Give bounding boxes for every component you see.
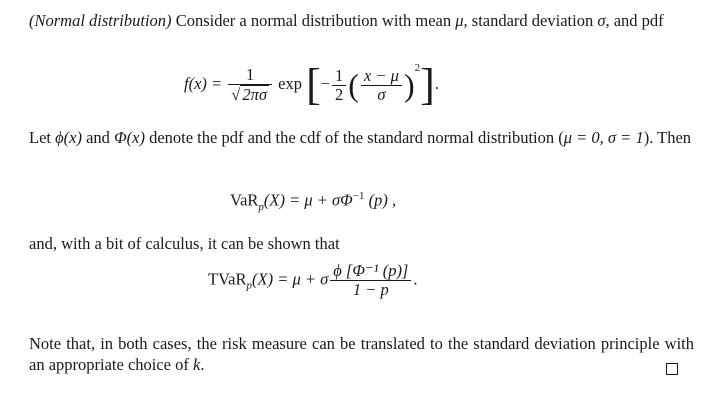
section-label: (Normal distribution) <box>29 11 172 30</box>
tvar-equation: TVaR$_p$(X) = μ + σ $\frac{\text{ϕ [Φ⁻¹ (p)]}}{1 - p}$ . <box>208 261 418 299</box>
qed-square-icon <box>666 363 678 375</box>
standardized-fraction: $\frac{x - \mu}{\sigma}$ <box>361 67 402 104</box>
pdf-equation: f(x) = $\frac{1}{√ 2\pi\sigma}$ exp [− $\frac{1}{2}$ ( $\frac{x - \mu}{\sigma}$ )$^2$]. <box>184 60 439 110</box>
left-bracket: [ <box>306 60 321 110</box>
definition-paragraph: Let ϕ(x) and Φ(x) denote the pdf and the cdf of the standard normal distribution (μ = 0, σ = 1). Then <box>29 128 692 147</box>
normalizing-fraction: $\frac{1}{√ 2\pi\sigma}$ <box>228 66 272 104</box>
calculus-paragraph: and, with a bit of calculus, it can be shown that <box>29 234 340 253</box>
tvar-fraction: $\frac{\text{ϕ [Φ⁻¹ (p)]}}{1 - p}$ <box>330 262 411 299</box>
closing-paragraph: Note that, in both cases, the risk measure can be translated to the standard deviation principle with an appropriate choice of k. <box>29 334 694 374</box>
var-equation: $VaR_p(X) = \mu + \sigma\Phi^{-1}$ (p) , <box>230 190 397 213</box>
half-fraction: $\frac{1}{2}$ <box>332 67 346 104</box>
right-bracket: ] <box>420 60 435 110</box>
intro-paragraph: (Normal distribution) Consider a normal distribution with mean μ, standard deviation σ, and pdf <box>29 11 664 30</box>
